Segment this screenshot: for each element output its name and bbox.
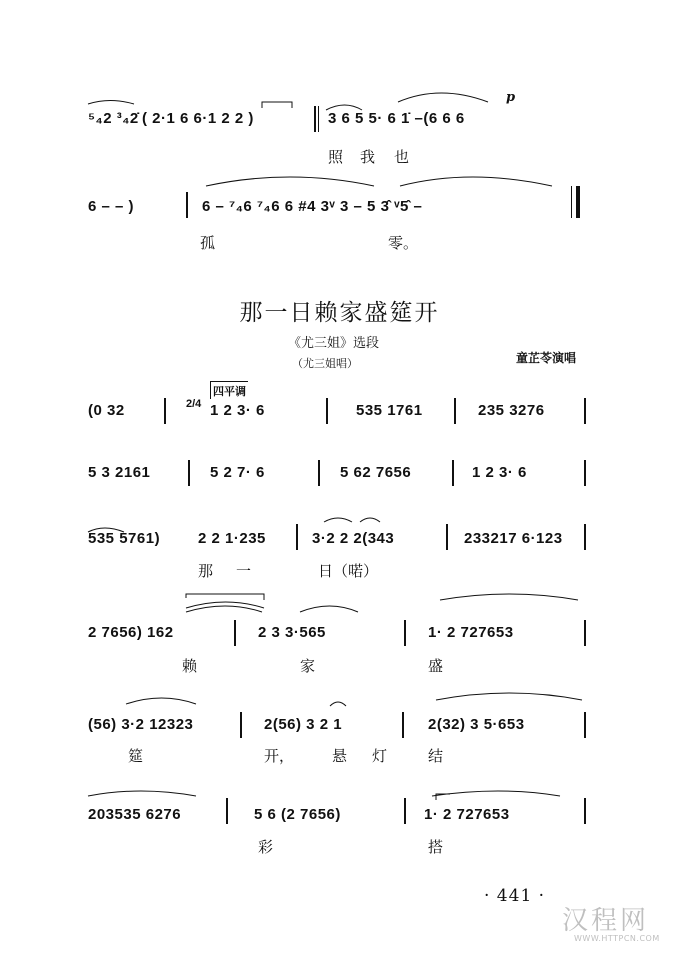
top-lyrics-line-2: [0, 232, 679, 254]
line2-seg-b: 6 – ⁷₄6 ⁷₄6 6 #4 3ᵛ 3 – 5 3̂ ᵛ5̂ –: [202, 198, 423, 215]
barline: [404, 798, 406, 824]
top-score-line-1: [0, 90, 679, 144]
piece-source: 《尤三姐》选段: [288, 336, 380, 351]
barline: [188, 460, 190, 486]
measure: 2 7656) 162: [88, 624, 174, 641]
measure: 233217 6·123: [464, 530, 563, 547]
system-4: [0, 620, 679, 650]
measure: 235 3276: [478, 402, 545, 419]
line1-prefix: ⁵₄2 ³₄2̇: [88, 110, 139, 127]
measure: 5 3 2161: [88, 464, 151, 481]
barline: [446, 524, 448, 550]
performer-credit: 童芷苓演唱: [516, 351, 577, 365]
slur: [126, 698, 196, 704]
barline: [404, 620, 406, 646]
slur: [360, 518, 380, 522]
barline: [584, 460, 586, 486]
slur: [330, 702, 346, 706]
line1-seg-b: 3 6 5 5· 6 1̇ –(6 6 6: [328, 110, 465, 127]
bracket: [186, 594, 264, 600]
slur: [186, 602, 264, 608]
piece-title: 那一日赖家盛筵开: [239, 300, 440, 326]
slur: [324, 518, 352, 522]
slur: [432, 791, 560, 796]
measure: 5 2 7· 6: [210, 464, 265, 481]
barline: [164, 398, 166, 424]
barline: [584, 798, 586, 824]
system-2: [0, 460, 679, 490]
barline: [326, 398, 328, 424]
lyric-char: 日（喏）: [318, 562, 379, 580]
measure: 535 1761: [356, 402, 423, 419]
lyric-char: 筵: [128, 747, 144, 765]
lyric-char: 搭: [428, 838, 444, 856]
barline: [186, 192, 188, 218]
piece-role: （尤三姐唱）: [292, 357, 358, 370]
measure: 5 62 7656: [340, 464, 412, 481]
lyric-char: 赖: [182, 657, 198, 675]
barline: [240, 712, 242, 738]
measure: 2(56) 3 2 1: [264, 716, 343, 733]
slur: [186, 606, 262, 612]
barline: [314, 106, 316, 132]
barline: [452, 460, 454, 486]
system-3: [0, 524, 679, 554]
slur: [436, 693, 582, 700]
slur: [400, 177, 552, 186]
measure: 3·2 2 2(343: [312, 530, 395, 547]
lyric-char: 家: [300, 657, 316, 675]
lyric-char: 盛: [428, 657, 444, 675]
slur: [440, 594, 578, 600]
lyric-char: 零。: [388, 234, 419, 252]
measure: (0 32: [88, 402, 125, 419]
lyric-char: 孤: [200, 234, 216, 252]
lyric-char: 一: [236, 562, 252, 580]
time-signature: 2/4: [186, 398, 202, 410]
system-1: [0, 398, 679, 428]
top-lyrics-line-1: [0, 146, 679, 168]
barline: [402, 712, 404, 738]
lyric-char: 结: [428, 747, 444, 765]
measure: 1· 2 727653: [428, 624, 514, 641]
system-4-lyrics: [0, 655, 679, 677]
measure: 1 2 3· 6: [210, 402, 265, 419]
barline: [584, 620, 586, 646]
line1-seg-a: ( 2·1 6 6·1 2 2 ): [142, 110, 254, 127]
measure: 2(32) 3 5·653: [428, 716, 525, 733]
dynamic-mark: p: [506, 90, 516, 105]
lyric-char: 照: [328, 148, 344, 166]
mode-label: 四平调: [210, 381, 248, 399]
final-barline-thin: [571, 186, 572, 218]
watermark-logo-text: 汉程网: [562, 906, 650, 936]
measure: 1 2 3· 6: [472, 464, 527, 481]
lyric-char: 也: [394, 148, 410, 166]
page-number: · 441 ·: [484, 886, 546, 906]
barline: [234, 620, 236, 646]
lyric-char: 那: [198, 562, 214, 580]
barline: [226, 798, 228, 824]
measure: 2 3 3·565: [258, 624, 326, 641]
barline: [584, 712, 586, 738]
system-5-lyrics: [0, 745, 679, 767]
lyric-char: 开，: [264, 747, 295, 765]
measure: 5 6 (2 7656): [254, 806, 341, 823]
slur: [206, 177, 374, 186]
system-6: [0, 798, 679, 828]
measure: 1· 2 727653: [424, 806, 510, 823]
lyric-char: 彩: [258, 838, 274, 856]
barline: [296, 524, 298, 550]
measure: (56) 3·2 12323: [88, 716, 194, 733]
system-6-lyrics: [0, 836, 679, 858]
system-5: [0, 712, 679, 742]
measure: 203535 6276: [88, 806, 182, 823]
lyric-char: 悬: [332, 747, 348, 765]
line2-seg-a: 6 – – ): [88, 198, 135, 215]
barline: [454, 398, 456, 424]
slur: [398, 93, 488, 102]
barline: [318, 106, 319, 132]
watermark-url: WWW.HTTPCN.COM: [574, 934, 660, 943]
top-score-line-2: [0, 190, 679, 230]
system-3-lyrics: [0, 560, 679, 582]
slur: [88, 791, 196, 796]
lyric-char: 灯: [372, 747, 388, 765]
barline: [318, 460, 320, 486]
final-barline-thick: [576, 186, 580, 218]
slur: [300, 606, 358, 612]
barline: [584, 524, 586, 550]
barline: [584, 398, 586, 424]
measure: 535 5761): [88, 530, 161, 547]
measure: 2 2 1·235: [198, 530, 266, 547]
lyric-char: 我: [360, 148, 376, 166]
